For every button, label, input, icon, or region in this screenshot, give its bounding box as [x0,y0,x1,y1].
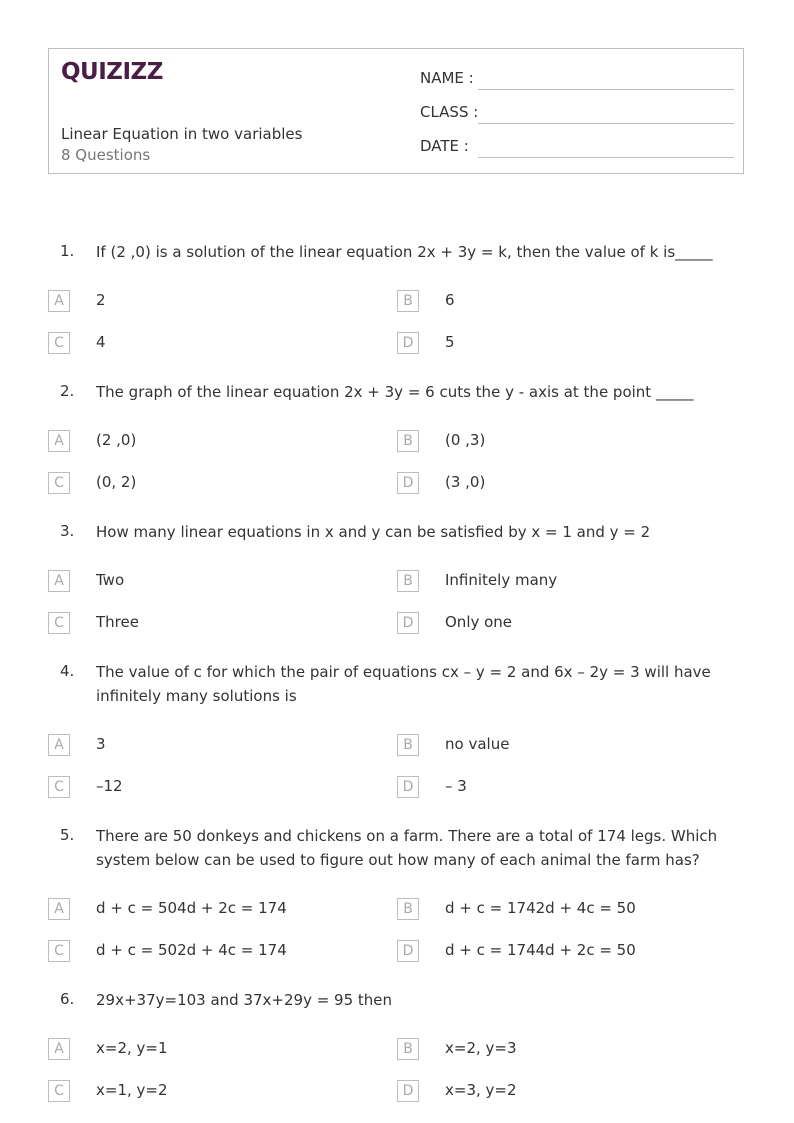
option-text[interactable]: (0, 2) [96,473,137,491]
option-letter-box[interactable]: A [48,430,70,452]
date-label: DATE : [420,137,469,155]
option-text[interactable]: Two [96,571,125,589]
option-letter-box[interactable]: D [397,472,419,494]
option-text[interactable]: Infinitely many [445,571,558,589]
class-field[interactable] [420,103,734,125]
option-text[interactable]: 4 [96,333,106,351]
option-text[interactable]: x=2, y=3 [445,1039,517,1057]
option-text[interactable]: (0 ,3) [445,431,486,449]
option-letter-box[interactable]: D [397,612,419,634]
option-text[interactable]: 6 [445,291,455,309]
date-line[interactable] [478,157,734,158]
option-text[interactable]: (3 ,0) [445,473,486,491]
question-number: 2. [60,382,75,400]
option-letter-box[interactable]: B [397,290,419,312]
option-letter-box[interactable]: B [397,570,419,592]
option-letter-box[interactable]: A [48,290,70,312]
option-letter-box[interactable]: C [48,940,70,962]
option-text[interactable]: – 3 [445,777,467,795]
option-text[interactable]: x=1, y=2 [96,1081,168,1099]
option-letter-box[interactable]: C [48,776,70,798]
question-text: The graph of the linear equation 2x + 3y = 6 cuts the y - axis at the point _____ [96,383,694,401]
option-text[interactable]: (2 ,0) [96,431,137,449]
class-line[interactable] [478,123,734,124]
question-number: 4. [60,662,75,680]
question-number: 6. [60,990,75,1008]
name-label: NAME : [420,69,474,87]
question-text: If (2 ,0) is a solution of the linear equation 2x + 3y = k, then the value of k is_____ [96,243,713,261]
option-text[interactable]: x=2, y=1 [96,1039,168,1057]
option-letter-box[interactable]: A [48,734,70,756]
question-text: There are 50 donkeys and chickens on a farm. There are a total of 174 legs. Which system below can be used to figure out how many of each animal the farm has? [96,827,718,869]
option-text[interactable]: Only one [445,613,513,631]
option-letter-box[interactable]: B [397,1038,419,1060]
option-text[interactable]: d + c = 1742d + 4c = 50 [445,899,636,917]
option-letter-box[interactable]: C [48,472,70,494]
date-field[interactable] [420,137,734,159]
option-text[interactable]: 3 [96,735,106,753]
option-text[interactable]: d + c = 1744d + 2c = 50 [445,941,636,959]
option-letter-box[interactable]: A [48,898,70,920]
option-text[interactable]: x=3, y=2 [445,1081,517,1099]
option-letter-box[interactable]: B [397,430,419,452]
question-text: 29x+37y=103 and 37x+29y = 95 then [96,991,393,1009]
option-letter-box[interactable]: A [48,570,70,592]
question-number: 5. [60,826,75,844]
option-text[interactable]: 2 [96,291,106,309]
option-letter-box[interactable]: B [397,898,419,920]
option-letter-box[interactable]: D [397,1080,419,1102]
quizizz-logo: QUIZIZZ [61,59,163,85]
name-line[interactable] [478,89,734,90]
question-number: 1. [60,242,75,260]
option-letter-box[interactable]: D [397,940,419,962]
option-text[interactable]: Three [96,613,139,631]
name-field[interactable] [420,69,734,91]
option-letter-box[interactable]: B [397,734,419,756]
question-count: 8 Questions [61,146,151,164]
option-text[interactable]: –12 [96,777,123,795]
option-text[interactable]: d + c = 502d + 4c = 174 [96,941,287,959]
option-letter-box[interactable]: A [48,1038,70,1060]
question-number: 3. [60,522,75,540]
option-letter-box[interactable]: D [397,776,419,798]
worksheet-title: Linear Equation in two variables [61,125,303,143]
option-text[interactable]: 5 [445,333,455,351]
question-text: The value of c for which the pair of equations cx – y = 2 and 6x – 2y = 3 will have infinitely many solutions is [96,663,711,705]
worksheet-header [48,48,744,174]
option-text[interactable]: no value [445,735,510,753]
class-label: CLASS : [420,103,479,121]
option-letter-box[interactable]: D [397,332,419,354]
question-text: How many linear equations in x and y can be satisfied by x = 1 and y = 2 [96,523,651,541]
option-letter-box[interactable]: C [48,1080,70,1102]
option-letter-box[interactable]: C [48,612,70,634]
option-text[interactable]: d + c = 504d + 2c = 174 [96,899,287,917]
option-letter-box[interactable]: C [48,332,70,354]
